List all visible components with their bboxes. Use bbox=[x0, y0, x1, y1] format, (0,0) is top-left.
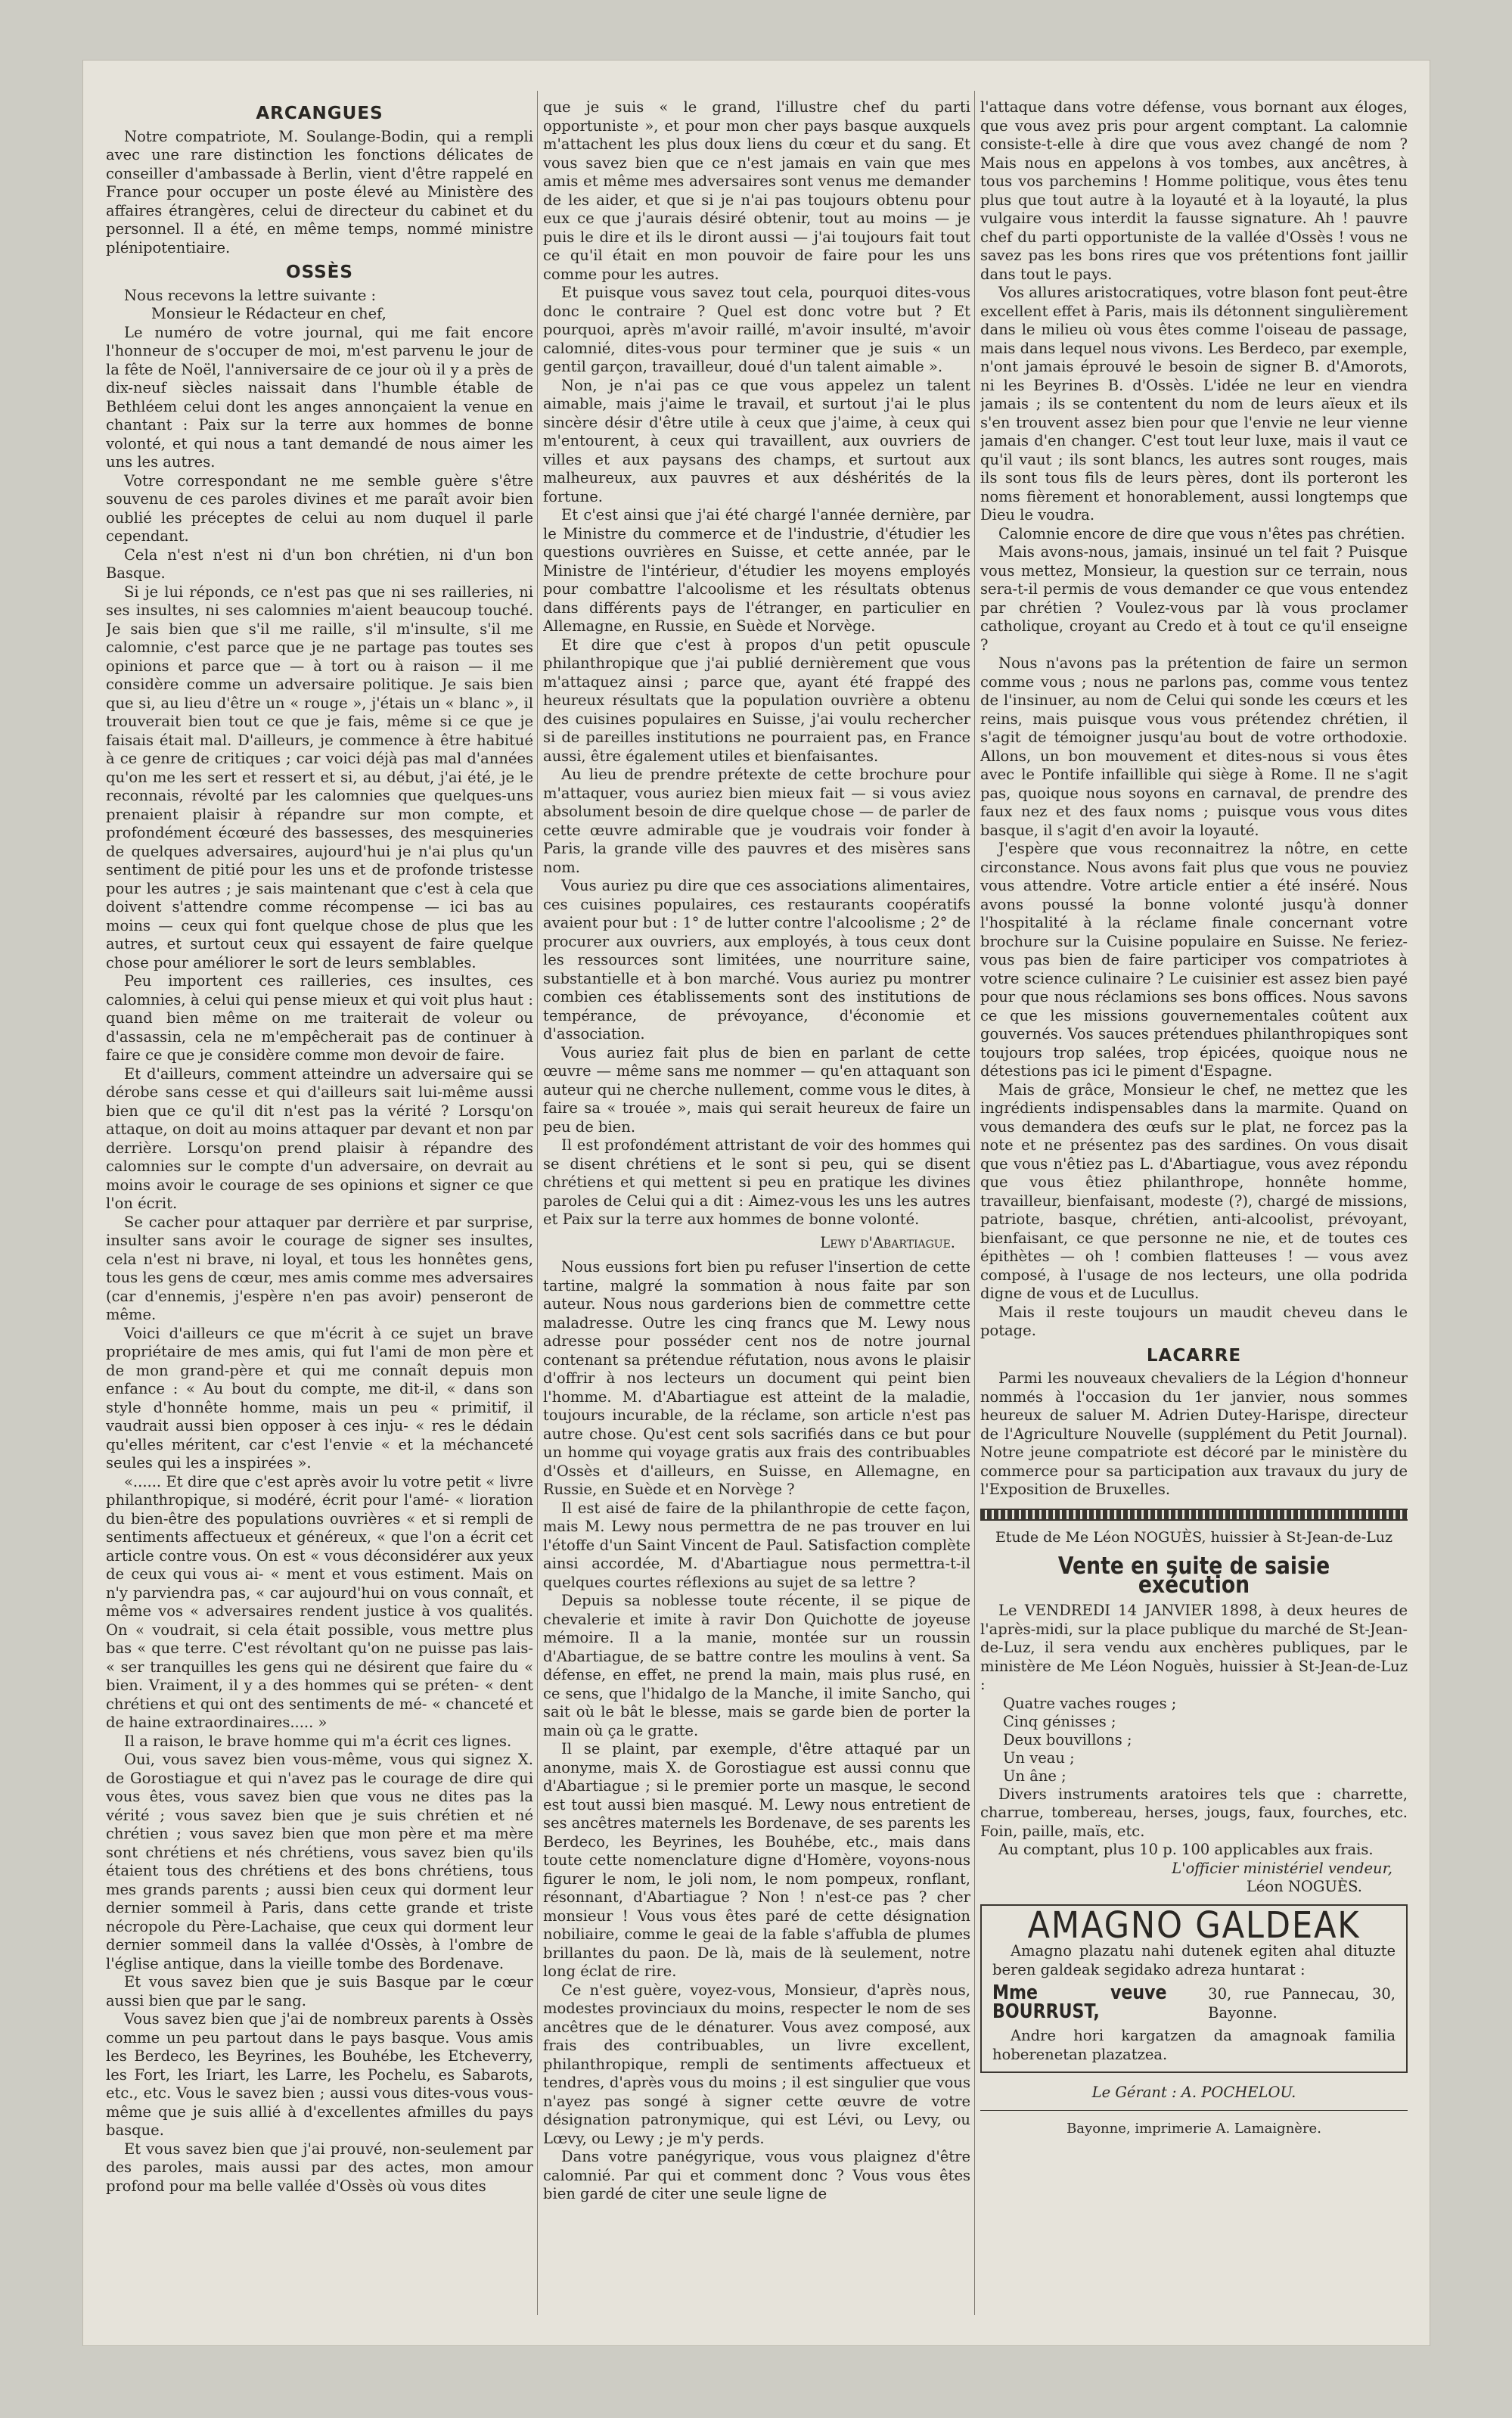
paragraph: Et c'est ainsi que j'ai été chargé l'année dernière, par le Ministre du commerce et de l'industrie, d'étudier les questions ouvrières en Suisse, et cette année, par le Ministre de l'intérieur, d'étudier les moyens employés pour combattre l'alcoolisme et les résultats obtenus dans différents pays de l'étranger, en particulier en Allemagne, en Russie, en Suède et Norvège. bbox=[543, 506, 970, 635]
column-2 bbox=[543, 98, 970, 2323]
ad-dealer-address: 30, rue Pannecau, 30, Bayonne. bbox=[1208, 1985, 1396, 2022]
list-item: Un veau ; bbox=[1003, 1748, 1075, 1767]
paragraph: Mais il reste toujours un maudit cheveu dans le potage. bbox=[980, 1303, 1408, 1339]
paragraph: Il se plaint, par exemple, d'être attaqué par un anonyme, mais X. de Gorostiague est aussi connu que d'Abartiague ; si le premier porte un masque, le second est tout aussi bien masqué. M. Lewy nous entretient de ses ancêtres maternels les Bordenave, de ses parents les Berdeco, les Beyrines, les Bouhébe, etc., mais dans toute cette nomenclature digne d'Homère, voyons-nous figurer le nom, le joli nom, le nom pompeux, ronflant, résonnant, d'Abartiague ? Non ! n'est-ce pas ? cher monsieur ! Vous vous êtes paré de cette désignation nobiliaire, comme le geai de la fable s'affubla de plumes brillantes du paon. De là, mais de là seulement, notre long éclat de rire. bbox=[543, 1740, 970, 1980]
heading-arcangues: ARCANGUES bbox=[256, 104, 383, 123]
notice-etude: Etude de Me Léon NOGUÈS, huissier à St-Jean-de-Luz bbox=[995, 1528, 1393, 1546]
paragraph: Nous recevons la lettre suivante : bbox=[124, 286, 377, 304]
ad-text: Amagno plazatu nahi dutenek egiten ahal dituzte beren galdeak segidako adreza huntarat : bbox=[992, 1942, 1396, 1978]
paragraph: Il a raison, le brave homme qui m'a écrit ces lignes. bbox=[124, 1732, 512, 1750]
ad-title: AMAGNO GALDEAK bbox=[1027, 1904, 1361, 1947]
paragraph: Peu importent ces railleries, ces insultes, ces calomnies, à celui qui pense mieux et qui voit plus haut : quand bien même on me traiterait de voleur ou d'assassin, cela ne m'empêcherait pas de continuer à faire ce que je considère comme mon devoir de faire. bbox=[106, 972, 533, 1064]
paragraph: Au lieu de prendre prétexte de cette brochure pour m'attaquer, vous auriez bien mieux fait — si vous aviez absolument besoin de dire quelque chose — de parler de cette œuvre admirable que je voudrais voir fonder à Paris, la grande ville des pauvres et des misères sans nom. bbox=[543, 766, 970, 876]
paragraph: Et vous savez bien que j'ai prouvé, non-seulement par des paroles, mais aussi par des actes, mon amour profond pour ma belle vallée d'Ossès où vous dites bbox=[106, 2140, 533, 2195]
paragraph: Voici d'ailleurs ce que m'écrit à ce sujet un brave propriétaire de mes amis, qui fut l'ami de mon père et de mon grand-père et qui me connaît depuis mon enfance : « Au bout du compte, me dit-il, « dans son style d'honnête homme, mais un peu « primitif, il vaudrait aussi bien opposer à ces inju- « res le dédain qu'elles méritent, car c'est l'envie « et la méchanceté seules qui les a inspirées ». bbox=[106, 1324, 533, 1472]
paragraph: J'espère que vous reconnaitrez la nôtre, en cette circonstance. Nous avons fait plus que vous ne pouviez vous attendre. Votre article entier a été inséré. Nous avons poussé la bonne volonté jusqu'à donner l'hospitalité à la réclame finale concernant votre brochure sur la Cuisine populaire en Suisse. Ne feriez-vous pas bien de faire participer vos compatriotes à votre science culinaire ? Le cuisinier est assez bien payé pour que nous réclamions ses bons offices. Nous savons ce que les missions gouvernementales coûtent aux gouvernés. Vos sauces prétendues philanthropiques sont toujours trop salées, trop épicées, quoique nous ne détestions pas ici le piment d'Espagne. bbox=[980, 840, 1408, 1080]
notice-divers: Divers instruments aratoires tels que : charrette, charrue, tombereau, herses, jougs, faux, fourches, etc. Foin, paille, maïs, etc. bbox=[980, 1785, 1408, 1840]
paragraph: «...... Et dire que c'est après avoir lu votre petit « livre philanthropique, si modéré, écrit pour l'amé- « lioration du bien-être des populations ouvrières « et si rempli de sentiments affectueux et généreux, « que l'on a écrit cet article contre vous. On est « vous déconsidérer aux yeux de ceux qui vous ai- « ment et vous estiment. Mais on n'y parviendra pas, « car aujourd'hui on vous connaît, et même vos « adversaires rendent justice à vos qualités. On « voudrait, si cela était possible, vous mettre plus bas « que terre. C'est révoltant qu'on ne puisse pas lais- « ser tranquilles les gens qui ne désirent que faire du « bien. Vraiment, il y a des hommes qui se préten- « dent chrétiens et qui ont des sentiments de mé- « chanceté et de haine extraordinaires..... » bbox=[106, 1472, 533, 1731]
ad-dealer-name: Mme veuve BOURRUST, bbox=[992, 1981, 1167, 2023]
paragraph: Parmi les nouveaux chevaliers de la Légion d'honneur nommés à l'occasion du 1er janvier, nous sommes heureux de saluer M. Adrien Dutey-Harispe, directeur de l'Agriculture Nouvelle (supplément du Petit Journal). Notre jeune compatriote est décoré par le ministère du commerce pour sa participation aux travaux du jury de l'Exposition de Bruxelles. bbox=[980, 1369, 1408, 1498]
paragraph: Vous auriez fait plus de bien en parlant de cette œuvre — même sans me nommer — qu'en attaquant son auteur qui ne cherche nullement, comme vous le dites, à faire sa « trouée », mais qui serait heureux de faire un peu de bien. bbox=[543, 1043, 970, 1136]
gerant-line: Le Gérant : A. POCHELOU. bbox=[980, 2084, 1408, 2111]
notice-vente-text: Le VENDREDI 14 JANVIER 1898, à deux heures de l'après-midi, sur la place publique du marché de St-Jean-de-Luz, il sera vendu aux enchères publiques, par le ministère de Me Léon Noguès, huissier à St-Jean-de-Luz : bbox=[980, 1602, 1408, 1693]
paragraph: Vos allures aristocratiques, votre blason font peut-être excellent effet à Paris, mais ils détonnent singulièrement dans le milieu où vous êtes comme l'oiseau de passage, mais dans lequel nous vivons. Les Berdeco, par exemple, n'ont jamais éprouvé le besoin de signer B. d'Amorots, ni les Beyrines B. d'Ossès. L'idée ne leur en viendra jamais ; ils se contentent du nom de leurs aïeux et ils s'en trouvent assez bien pour que l'envie ne leur vienne jamais d'en changer. C'est tout leur luxe, mais il vaut ce qu'il vaut ; ils sont blancs, les autres sont rouges, mais ils sont tous fils de leurs pères, dont ils porteront les noms fièrement et honorablement, aussi longtemps que Dieu le voudra. bbox=[980, 284, 1408, 524]
sale-items-list bbox=[1003, 1695, 1408, 1786]
paragraph: Et vous savez bien que je suis Basque par le cœur aussi bien que par le sang. bbox=[106, 1973, 533, 2009]
paragraph: Vous savez bien que j'ai de nombreux parents à Ossès comme un peu partout dans le pays basque. Vous amis les Berdeco, les Beyrines, les Bouhébe, les Etcheverry, les Fort, les Iriart, les Larre, les Pochelu, es Sabarots, etc., etc. Vous le savez bien ; aussi vous dites-vous vous-même que je suis allié à d'excellentes afmilles du pays basque. bbox=[106, 2010, 533, 2139]
paragraph: Si je lui réponds, ce n'est pas que ni ses railleries, ni ses insultes, ni ses calomnies m'aient beaucoup touché. Je sais bien que s'il me raille, s'il m'insulte, s'il me calomnie, c'est parce que je ne partage pas toutes ses opinions et parce que — à tort ou à raison — il me considère comme un adversaire politique. Je sais bien que si, au lieu d'être un « rouge », j'étais un « blanc », il trouverait bien tout ce que je fais, même si ce que je faisais était mal. D'ailleurs, je commence à être habitué à ce genre de critiques ; car voici déjà pas mal d'années qu'on me les sert et ressert et si, au début, j'ai été, je le reconnais, révolté par les calomnies que quelques-uns prenaient plaisir à répandre sur mon compte, et profondément écœuré des bassesses, des mesquineries de quelques adversaires, aujourd'hui je n'ai plus qu'un sentiment de pitié pour les uns et de profonde tristesse pour les autres ; je sais maintenant que c'est à cela que doivent s'attendre comme récompense — ici bas au moins — ceux qui font quelque chose de plus que les autres, et surtout ceux qui essayent de faire quelque chose pour améliorer le sort de leurs semblables. bbox=[106, 583, 533, 971]
paragraph: Et puisque vous savez tout cela, pourquoi dites-vous donc le contraire ? Quel est donc votre but ? Et pourquoi, après m'avoir raillé, m'avoir insulté, m'avoir calomnié, dites-vous pour terminer que je suis « un gentil garçon, travailleur, doué d'un talent aimable ». bbox=[543, 284, 970, 375]
officer-name: Léon NOGUÈS. bbox=[1246, 1878, 1362, 1895]
paragraph: Il est aisé de faire de la philanthropie de cette façon, mais M. Lewy nous permettra de ne pas trouver en lui l'étoffe d'un Saint Vincent de Paul. Satisfaction complète ainsi accordée, M. d'Abartiague nous permettra-t-il quelques courtes réflexions au sujet de sa lettre ? bbox=[543, 1499, 970, 1591]
paragraph: Dans votre panégyrique, vous vous plaignez d'être calomnié. Par qui et comment donc ? Vous vous êtes bien gardé de citer une seule ligne de bbox=[543, 2148, 970, 2202]
imprint-line: Bayonne, imprimerie A. Lamaignère. bbox=[1066, 2120, 1321, 2137]
paragraph: Votre correspondant ne me semble guère s'être souvenu de ces paroles divines et me paraît avoir bien oublié les préceptes de celui au nom duquel il parle cependant. bbox=[106, 471, 533, 545]
paragraph: Nous eussions fort bien pu refuser l'insertion de cette tartine, malgré la sommation à nous faite par son auteur. Nous nous garderions bien de commettre cette maladresse. Outre les cinq francs que M. Lewy nous adresse pour posséder cent nos de notre journal contenant sa prétendue réfutation, nous avons le plaisir d'offrir à nos lecteurs un document qui peint bien l'homme. M. d'Abartiague est atteint de la maladie, toujours incurable, de la réclame, son article n'est pas autre chose. Qu'est cent sols sacrifiés dans ce but pour un homme qui voyage gratis aux frais des contribuables d'Ossès et d'ailleurs, en Suisse, en Allemagne, en Russie, en Suède et en Norvège ? bbox=[543, 1258, 970, 1498]
paragraph: Il est profondément attristant de voir des hommes qui se disent chrétiens et le sont si peu, qui se disent chrétiens et qui mettent si peu en pratique les divines paroles de Celui qui a dit : Aimez-vous les uns les autres et Paix sur la terre aux hommes de bonne volonté. bbox=[543, 1136, 970, 1228]
paragraph: Vous auriez pu dire que ces associations alimentaires, ces cuisines populaires, ces restaurants coopératifs avaient pour but : 1° de lutter contre l'alcoolisme ; 2° de procurer aux ouvriers, aux employés, à tous ceux dont les ressources sont limitées, une nourriture saine, substantielle et à bon marché. Vous auriez pu montrer combien ces établissements sont des institutions de tempérance, de prévoyance, d'économie et d'association. bbox=[543, 877, 970, 1043]
paragraph: Oui, vous savez bien vous-même, vous qui signez X. de Gorostiague et qui n'avez pas le courage de dire qui vous êtes, vous savez bien que vous ne dites pas la vérité ; vous savez bien que je suis chrétien et né chrétien ; vous savez bien que mon père et ma mère sont chrétiens et nés chrétiens, vous savez bien qu'ils étaient tous des chrétiens et des bons chrétiens, tous mes grands parents ; aussi bien ceux qui dorment leur dernier sommeil à Paris, dans cette grande et triste nécropole du Père-Lachaise, que ceux qui dorment leur dernier sommeil dans la vallée d'Ossès, à l'ombre de l'église antique, dans la vieille tombe des Bordenave. bbox=[106, 1751, 533, 1972]
paragraph: Ce n'est guère, voyez-vous, Monsieur, d'après nous, modestes provinciaux du moins, respecter le nom de ses ancêtres que de le dénaturer. Vous avez composé, aux frais des contribuables, un livre excellent, philanthropique, rempli de sentiments affectueux et tendres, d'après vous du moins ; il est singulier que vous n'ayez pas songé à signer cette œuvre de votre désignation patronymique, qui est Lévi, ou Levy, ou Lœvy, ou Lewy ; je m'y perds. bbox=[543, 1981, 970, 2147]
newspaper-page bbox=[83, 61, 1430, 2345]
paragraph: Nous n'avons pas la prétention de faire un sermon comme vous ; nous ne parlons pas, comme vous tentez de l'insinuer, au nom de Celui qui sonde les cœurs et les reins, mais puisque vous vous prétendez chrétien, il s'agit de témoigner jusqu'au bout de votre orthodoxie. Allons, un bon mouvement et dites-nous si vous êtes avec le Pontife infaillible qui siège à Rome. Il ne s'agit pas, quoique nous soyons en carnaval, de prendre des faux nez et des faux noms ; puisque vous vous dites basque, il s'agit d'en avoir la loyauté. bbox=[980, 654, 1408, 839]
officer-title: L'officier ministériel vendeur, bbox=[1172, 1859, 1392, 1877]
paragraph: Mais de grâce, Monsieur le chef, ne mettez que les ingrédients indispensables dans la marmite. Quand on vous demandera des œufs sur le plat, ne forcez pas la note et ne présentez pas des sardines. On vous disait que vous n'êtiez pas L. d'Abartiague, vous avez répondu que vous êtiez philanthrope, honnête homme, travailleur, bienfaisant, modeste (?), chargé de missions, patriote, basque, chrétien, anti-alcoolist, prévoyant, bienfaisant, ce que personne ne nie, et de toutes ces épithètes — oh ! combien flatteuses ! — vous avez composé, à l'usage de nos lecteurs, une olla podrida digne de vous et de Lucullus. bbox=[980, 1080, 1408, 1302]
column-divider bbox=[974, 91, 975, 2315]
paragraph: Non, je n'ai pas ce que vous appelez un talent aimable, mais j'aime le travail, et surtout j'ai le plus sincère désir d'être utile à ceux que j'aime, à ceux qui m'entourent, à ceux qui travaillent, aux ouvriers de villes et aux paysans des champs, et surtout aux malheureux, aux pauvres et aux déshérités de la fortune. bbox=[543, 376, 970, 505]
ad-dealer bbox=[992, 1981, 1396, 2023]
advertisement-amagno bbox=[980, 1904, 1408, 2074]
column-3 bbox=[980, 98, 1408, 2323]
list-item: Cinq génisses ; bbox=[1003, 1712, 1116, 1730]
paragraph: Depuis sa noblesse toute récente, il se pique de chevalerie et imite à ravir Don Quichotte de joyeuse mémoire. Il a la manie, montée sur un roussin d'Abartiague, de se battre contre les moulins à vent. Sa défense, en effet, ne prend la main, mais plus rusé, en ce sens, que l'hidalgo de la Manche, il imite Sancho, qui sait où le bât le blesse, mais se garde bien de porter la main où ça le gratte. bbox=[543, 1592, 970, 1739]
paragraph: Calomnie encore de dire que vous n'êtes pas chrétien. bbox=[998, 524, 1405, 542]
heading-osses: OSSÈS bbox=[286, 263, 353, 282]
list-item: Un âne ; bbox=[1003, 1767, 1066, 1785]
paragraph: que je suis « le grand, l'illustre chef du parti opportuniste », et pour mon cher pays basque auxquels m'attachent les plus doux liens du cœur et du sang. Et vous savez bien que ce n'est jamais en vain que mes amis et même mes adversaires sont venus me demander de les aider, et que si je n'ai pas toujours obtenu pour eux ce que j'aurais désiré obtenir, tout au moins — je puis le dire et ils le diront aussi — j'ai toujours fait tout ce qu'il était en mon pouvoir de faire pour les uns comme pour les autres. bbox=[543, 98, 970, 283]
notice-comptant: Au comptant, plus 10 p. 100 applicables aux frais. bbox=[998, 1841, 1374, 1858]
notice-vente-title: Vente en suite de saisie exécution bbox=[1057, 1552, 1330, 1599]
paragraph: Et dire que c'est à propos d'un petit opuscule philanthropique que j'ai publié dernièrement que vous m'attaquez ainsi ; parce que, ayant été frappé des heureux résultats que la population ouvrière a obtenu des cuisines populaires en Suisse, j'ai voulu rechercher si de pareilles institutions ne pourraient pas, en France aussi, être également utiles et bienfaisantes. bbox=[543, 636, 970, 765]
paragraph: l'attaque dans votre défense, vous bornant aux éloges, que vous avez pris pour argent comptant. La calomnie consiste-t-elle à dire que vous avez changé de nom ? Mais nous en appelons à vos tombes, aux ancêtres, à tous vos parchemins ! Homme politique, vous êtes tenu plus que tout autre à la loyauté et à la loyauté, la plus vulgaire vous interdit la fausse signature. Ah ! pauvre chef du parti opportuniste de la vallée d'Ossès ! vous ne savez pas les bons rires que vos prétentions font jaillir dans tout le pays. bbox=[980, 98, 1408, 283]
paragraph: Se cacher pour attaquer par derrière et par surprise, insulter sans avoir le courage de signer ses insultes, cela n'est ni brave, ni loyal, et tous les honnêtes gens, tous les gens de cœur, mes amis comme mes adversaires (car d'ennemis, j'espère n'en pas avoir) penseront de même. bbox=[106, 1213, 533, 1323]
heading-lacarre: LACARRE bbox=[1146, 1345, 1242, 1366]
paragraph: Mais avons-nous, jamais, insinué un tel fait ? Puisque vous mettez, Monsieur, la question sur ce terrain, nous sera-t-il permis de vous demander ce que vous entendez par chrétien ? Voulez-vous par là vous proclamer catholique, croyant au Credo et à tout ce qu'il enseigne ? bbox=[980, 543, 1408, 654]
column-1 bbox=[106, 98, 533, 2323]
paragraph: Le numéro de votre journal, qui me fait encore l'honneur de s'occuper de moi, m'est parvenu le jour de la fête de Noël, l'anniversaire de ce jour où il y a près de dix-neuf siècles naissait dans l'humble étable de Bethléem celui dont les anges annonçaient la venue en chantant : Paix sur la terre aux hommes de bonne volonté, et qui nous a tant demandé de nous aimer les uns les autres. bbox=[106, 323, 533, 471]
letter-salutation: Monsieur le Rédacteur en chef, bbox=[151, 305, 387, 322]
ad-text: Andre hori kargatzen da amagnoak familia hoberenetan plazatzea. bbox=[992, 2027, 1396, 2063]
list-item: Deux bouvillons ; bbox=[1003, 1730, 1132, 1748]
ornamental-rule bbox=[980, 1509, 1408, 1521]
paragraph: Cela n'est n'est ni d'un bon chrétien, ni d'un bon Basque. bbox=[106, 545, 533, 582]
list-item: Quatre vaches rouges ; bbox=[1003, 1694, 1177, 1712]
column-divider bbox=[537, 91, 538, 2315]
paragraph: Notre compatriote, M. Soulange-Bodin, qui a rempli avec une rare distinction les fonctions délicates de conseiller d'ambassade à Berlin, vient d'être rappelé en France pour occuper un poste élevé au Ministère des affaires étrangères, celui de directeur du cabinet et du personnel. Il a été, en même temps, nommé ministre plénipotentiaire. bbox=[106, 127, 533, 256]
letter-signature: Lewy d'Abartiague. bbox=[820, 1233, 955, 1251]
paragraph: Et d'ailleurs, comment atteindre un adversaire qui se dérobe sans cesse et qui d'ailleurs sait lui-même aussi bien que ce qu'il dit n'est pas la vérité ? Lorsqu'on attaque, on doit au moins attaquer par devant et non par derrière. Lorsqu'on prend plaisir à répandre des calomnies sur le compte d'un adversaire, on devrait au moins avoir le courage de ses opinions et signer ce que l'on écrit. bbox=[106, 1064, 533, 1212]
